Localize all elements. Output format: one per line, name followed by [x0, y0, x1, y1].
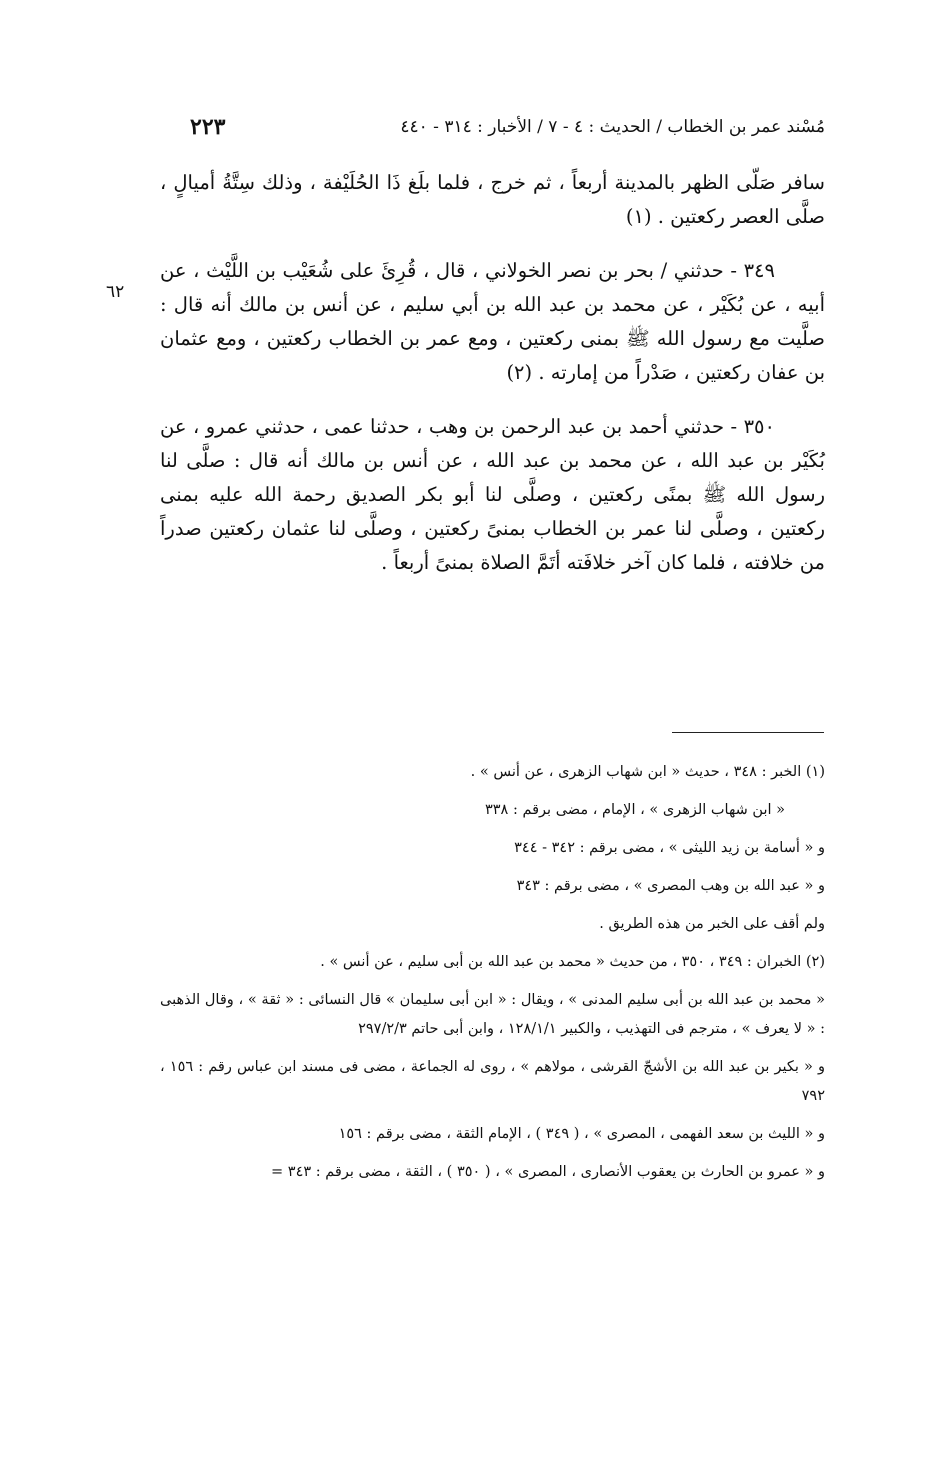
footnote-1-line: ولم أقف على الخبر من هذه الطريق .: [599, 916, 825, 932]
footnote-1-line: و « أسامة بن زيد الليثى » ، مضى برقم : ٣٤٢ - ٣٤٤: [514, 840, 825, 856]
hadith-349: ٣٤٩ - حدثني / بحر بن نصر الخولاني ، قال ، قُرِئَ على شُعَيْب بن اللَّيْث ، عن أبيه ، عن بُكَيْر ، عن محمد بن عبد الله بن أبي سليم ، عن أنس بن مالك أنه قال : صلَّيت مع رسول الله ﷺ بمنى ركعتين ، ومع عمر بن الخطاب ركعتين ، ومع عثمان بن عفان ركعتين ، صَدْراً من إمارته . (٢): [160, 259, 825, 384]
footnote-1-line: « ابن شهاب الزهرى » ، الإمام ، مضى برقم : ٣٣٨: [484, 802, 785, 818]
hadith-350: ٣٥٠ - حدثني أحمد بن عبد الرحمن بن وهب ، حدثنا عمى ، حدثني عمرو ، عن بُكَيْر بن عبد الله ، عن محمد بن عبد الله ، عن أنس بن مالك أنه قال : صلَّى لنا رسول الله ﷺ بمنًى ركعتين ، وصلَّى لنا أبو بكر الصديق رحمة الله عليه بمنى ركعتين ، وصلَّى لنا عمر بن الخطاب بمنىً ركعتين ، وصلَّى لنا عثمان ركعتين صدراً من خلافته ، فلما كان آخر خلافَته أتَمَّ الصلاة بمنىً أربعاً .: [160, 415, 825, 574]
footnote-2-line: « محمد بن عبد الله بن أبى سليم المدنى » ، ويقال : « ابن أبى سليمان » قال النسائى : « ثقة » ، وقال الذهبى : « لا يعرف » ، مترجم فى التهذيب ، والكبير ١٢٨/١/١ ، وابن أبى حاتم ٢٩٧/٢/٣: [160, 992, 825, 1037]
footnote-1-line: (١) الخبر : ٣٤٨ ، حديث « ابن شهاب الزهرى ، عن أنس » .: [470, 764, 825, 780]
footnote-2-line: (٢) الخبران : ٣٤٩ ، ٣٥٠ ، من حديث « محمد بن عبد الله بن أبى سليم ، عن أنس » .: [320, 954, 825, 970]
footnotes: [160, 758, 825, 1196]
paragraph-continuation: سافر صَلّى الظهر بالمدينة أربعاً ، ثم خرج ، فلما بلَغ ذَا الحُلَيْفة ، وذلك سِتَّةُ أميالٍ ، صلَّى العصر ركعتين . (١): [160, 171, 825, 228]
footnote-separator: [672, 732, 824, 733]
main-text: [160, 166, 825, 600]
footnote-1-line: و « عبد الله بن وهب المصرى » ، مضى برقم : ٣٤٣: [516, 878, 825, 894]
header-title: مُسْند عمر بن الخطاب / الحديث : ٤ - ٧ / الأخبار : ٣١٤ - ٤٤٠: [400, 117, 825, 137]
footnote-2-line: و « بكير بن عبد الله بن الأشجّ القرشى ، مولاهم » ، روى له الجماعة ، مضى فى مسند ابن عباس رقم : ١٥٦ ، ٧٩٢: [160, 1059, 825, 1104]
footnote-2-line: و « الليث بن سعد الفهمى ، المصرى » ، ( ٣٤٩ ) ، الإمام الثقة ، مضى برقم : ١٥٦: [338, 1126, 825, 1142]
margin-page-reference: ٦٢: [106, 282, 125, 302]
running-header: [190, 112, 825, 142]
footnote-2-line: و « عمرو بن الحارث بن يعقوب الأنصارى ، المصرى » ، ( ٣٥٠ ) ، الثقة ، مضى برقم : ٣٤٣ =: [271, 1164, 825, 1180]
page-number: ٢٢٣: [190, 114, 226, 140]
